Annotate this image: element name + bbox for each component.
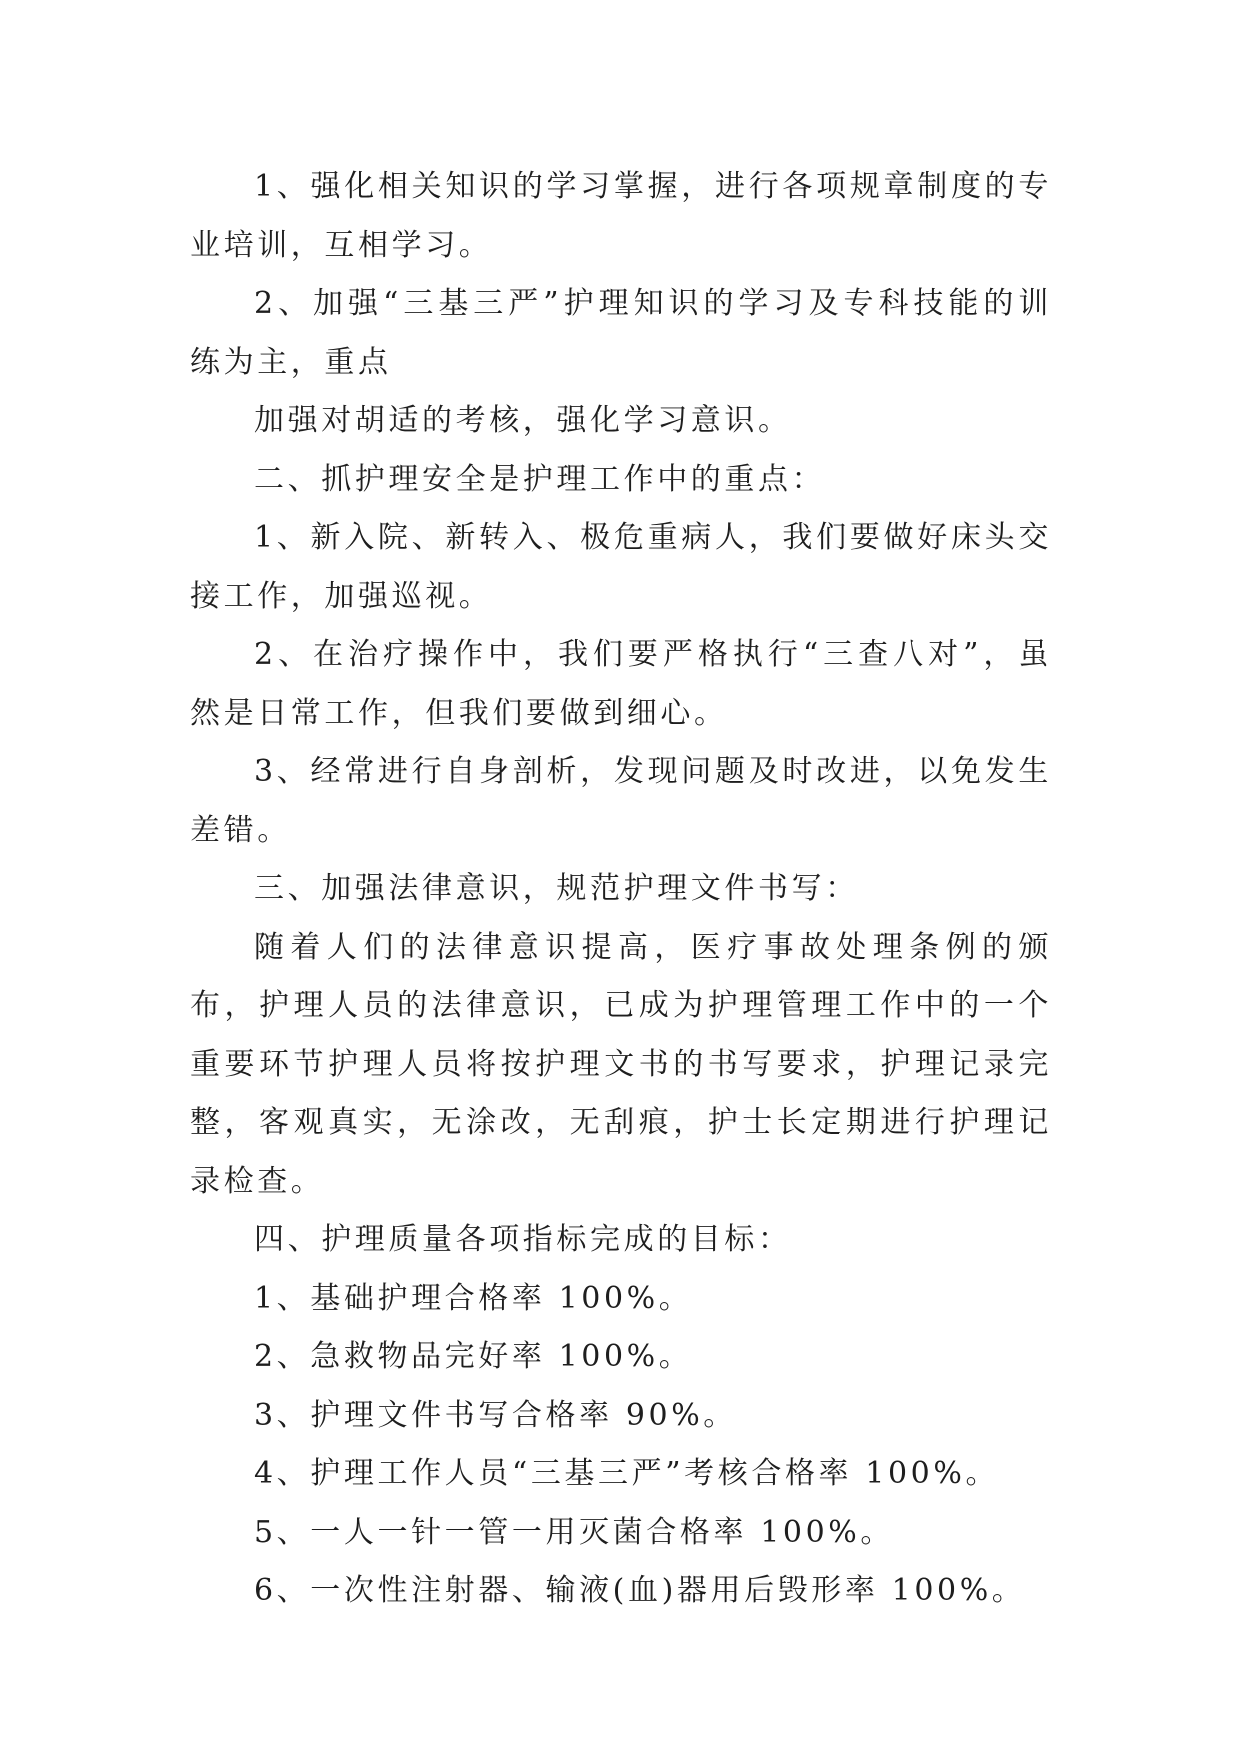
target-item-4: 4、护理工作人员“三基三严”考核合格率 100%。 xyxy=(254,1456,1000,1491)
target-item-2: 2、急救物品完好率 100%。 xyxy=(254,1339,693,1374)
document-body xyxy=(190,158,1052,1621)
section-heading-3: 三、加强法律意识，规范护理文件书写： xyxy=(254,871,859,906)
paragraph-1: 1、强化相关知识的学习掌握，进行各项规章制度的专业培训，互相学习。 xyxy=(190,169,1052,263)
target-item-6: 6、一次性注射器、输液(血)器用后毁形率 100%。 xyxy=(254,1573,1026,1608)
paragraph-5: 1、新入院、新转入、极危重病人，我们要做好床头交接工作，加强巡视。 xyxy=(190,520,1052,614)
target-item-1: 1、基础护理合格率 100%。 xyxy=(254,1280,693,1316)
paragraph-9: 随着人们的法律意识提高，医疗事故处理条例的颁布，护理人员的法律意识，已成为护理管理工作中的一个重要环节护理人员将按护理文书的书写要求，护理记录完整，客观真实，无涂改，无刮痕，护士长定期进行护理记录检查。 xyxy=(190,929,1052,1199)
paragraph-6: 2、在治疗操作中，我们要严格执行“三查八对”，虽然是日常工作，但我们要做到细心。 xyxy=(190,637,1052,731)
paragraph-2: 2、加强“三基三严”护理知识的学习及专科技能的训练为主，重点 xyxy=(190,286,1052,380)
paragraph-7: 3、经常进行自身剖析，发现问题及时改进，以免发生差错。 xyxy=(190,754,1052,848)
target-item-3: 3、护理文件书写合格率 90%。 xyxy=(254,1397,737,1433)
target-item-5: 5、一人一针一管一用灭菌合格率 100%。 xyxy=(254,1514,894,1550)
section-heading-4: 四、护理质量各项指标完成的目标： xyxy=(254,1222,792,1257)
section-heading-2: 二、抓护理安全是护理工作中的重点： xyxy=(254,461,826,497)
paragraph-3: 加强对胡适的考核，强化学习意识。 xyxy=(254,403,792,438)
